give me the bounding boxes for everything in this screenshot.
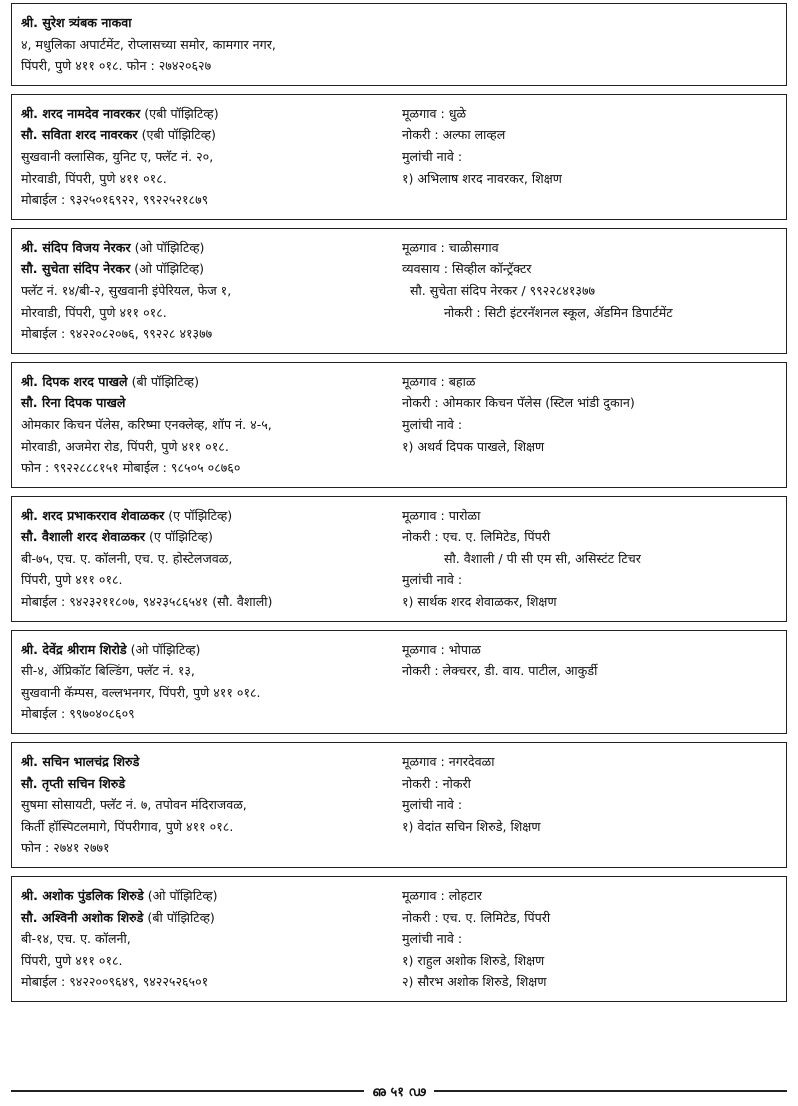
footer-rule-right — [434, 1090, 787, 1092]
detail-line: २) सौरभ अशोक शिरुडे, शिक्षण — [402, 974, 547, 990]
member-name: श्री. सचिन भालचंद्र शिरुडे — [21, 754, 140, 770]
contact-column — [21, 237, 402, 345]
detail-line: मुलांची नावे : — [402, 797, 463, 813]
member-name-line — [21, 371, 402, 393]
details-column — [402, 12, 778, 77]
address-line: सुखवानी क्लासिक, युनिट ए, फ्लॅट नं. २०, — [21, 148, 214, 164]
detail-line: मुलांची नावे : — [402, 416, 463, 432]
detail-line: नोकरी : अल्फा लाव्हल — [402, 127, 506, 143]
address-line: मोबाईल : ९४२३२११८०७, ९४२३५८६५४१ (सौ. वैशाली) — [21, 594, 273, 610]
address-line: बी-१४, एच. ए. कॉलनी, — [21, 931, 131, 947]
detail-line: १) सार्थक शरद शेवाळकर, शिक्षण — [402, 594, 557, 610]
details-column — [402, 751, 778, 859]
detail-line: मुलांची नावे : — [402, 572, 463, 588]
blood-group: (बी पॉझिटिव्ह) — [127, 373, 199, 389]
detail-line: १) वेदांत सचिन शिरुडे, शिक्षण — [402, 818, 541, 834]
address-line: ४, मधुलिका अपार्टमेंट, रोप्लासच्या समोर, कामगार नगर, — [21, 36, 276, 52]
member-entry — [11, 630, 787, 734]
detail-line: मुलांची नावे : — [402, 931, 463, 947]
member-name-line — [21, 12, 402, 34]
detail-line: नोकरी : नोकरी — [402, 775, 471, 791]
detail-line: मूळगाव : धुळे — [402, 105, 467, 121]
member-entry — [11, 876, 787, 1002]
member-entry — [11, 94, 787, 220]
detail-line: मूळगाव : पारोळा — [402, 507, 481, 523]
member-name-line — [21, 505, 402, 527]
page-number: ഌ ५१ ഢ — [372, 1085, 426, 1100]
detail-line: १) अभिलाष शरद नावरकर, शिक्षण — [402, 170, 562, 186]
blood-group: (ओ पॉझिटिव्ह) — [130, 239, 205, 255]
contact-column — [21, 12, 402, 77]
member-name: सौ. वैशाली शरद शेवाळकर — [21, 529, 145, 545]
details-column — [402, 885, 778, 993]
member-name: श्री. सुरेश त्र्यंबक नाकवा — [21, 15, 132, 30]
contact-column — [21, 885, 402, 993]
address-line: बी-७५, एच. ए. कॉलनी, एच. ए. होस्टेलजवळ, — [21, 550, 233, 566]
member-entry — [11, 228, 787, 354]
member-entry — [11, 3, 787, 86]
member-name-line — [21, 639, 402, 661]
contact-column — [21, 639, 402, 725]
details-column — [402, 639, 778, 725]
member-name-line — [21, 103, 402, 125]
detail-line: मूळगाव : चाळीसगाव — [402, 239, 499, 255]
member-name-line — [21, 773, 402, 795]
directory-page — [11, 3, 787, 1010]
blood-group: (ए पॉझिटिव्ह) — [164, 507, 233, 523]
detail-line: १) राहुल अशोक शिरुडे, शिक्षण — [402, 952, 545, 968]
member-name-line — [21, 124, 402, 146]
address-line: ओमकार किचन पॅलेस, करिष्मा एनक्लेव्ह, शॉप नं. ४-५, — [21, 416, 272, 432]
address-line: सी-४, ॲप्रिकॉट बिल्डिंग, फ्लॅट नं. १३, — [21, 663, 195, 679]
member-name: श्री. शरद नामदेव नावरकर — [21, 105, 141, 121]
address-line: मोरवाडी, पिंपरी, पुणे ४११ ०१८. — [21, 304, 167, 320]
address-line: फोन : २७४१ २७७१ — [21, 840, 110, 856]
member-name: श्री. संदिप विजय नेरकर — [21, 239, 131, 255]
address-line: पिंपरी, पुणे ४११ ०१८. — [21, 572, 123, 588]
address-line: किर्ती हॉस्पिटलमागे, पिंपरीगाव, पुणे ४११ ०१८. — [21, 818, 234, 834]
member-name: श्री. शरद प्रभाकरराव शेवाळकर — [21, 507, 165, 523]
address-line: मोबाईल : ९३२५०१६९२२, ९९२२५२१८७९ — [21, 192, 209, 208]
address-line: मोरवाडी, अजमेरा रोड, पिंपरी, पुणे ४११ ०१८. — [21, 438, 229, 454]
member-name-line — [21, 392, 402, 414]
member-name-line — [21, 907, 402, 929]
contact-column — [21, 751, 402, 859]
member-name-line — [21, 237, 402, 259]
contact-column — [21, 505, 402, 613]
detail-line: मूळगाव : बहाळ — [402, 373, 476, 389]
contact-column — [21, 103, 402, 211]
detail-line: नोकरी : लेक्चरर, डी. वाय. पाटील, आकुर्डी — [402, 663, 598, 679]
blood-group: (एबी पॉझिटिव्ह) — [140, 105, 219, 121]
member-name-line — [21, 258, 402, 280]
detail-line: व्यवसाय : सिव्हील कॉन्ट्रॅक्टर — [402, 261, 532, 277]
footer-rule-left — [11, 1090, 364, 1092]
detail-line: मूळगाव : भोपाळ — [402, 641, 481, 657]
address-line: मोबाईल : ९४२२००९६४९, ९४२२५२६५०१ — [21, 974, 209, 990]
contact-column — [21, 371, 402, 479]
address-line: पिंपरी, पुणे ४११ ०१८. फोन : २७४२०६२७ — [21, 58, 212, 74]
address-line: सुषमा सोसायटी, फ्लॅट नं. ७, तपोवन मंदिराजवळ, — [21, 797, 247, 813]
blood-group: (ओ पॉझिटिव्ह) — [143, 888, 218, 903]
member-name: सौ. सुचेता संदिप नेरकर — [21, 261, 131, 277]
page-footer — [11, 1081, 787, 1101]
member-name-line — [21, 885, 402, 907]
member-entry — [11, 496, 787, 622]
detail-line: नोकरी : ओमकार किचन पॅलेस (स्टिल भांडी दुकान) — [402, 395, 635, 411]
address-line: पिंपरी, पुणे ४११ ०१८. — [21, 952, 123, 968]
member-name: श्री. दिपक शरद पाखले — [21, 373, 128, 389]
detail-line: १) अथर्व दिपक पाखले, शिक्षण — [402, 438, 545, 454]
blood-group: (ए पॉझिटिव्ह) — [144, 529, 213, 545]
detail-line: नोकरी : एच. ए. लिमिटेड, पिंपरी — [402, 529, 551, 545]
address-line: फ्लॅट नं. १४/बी-२, सुखवानी इंपेरियल, फेज १, — [21, 282, 232, 298]
address-line: मोरवाडी, पिंपरी, पुणे ४११ ०१८. — [21, 170, 167, 186]
member-name: श्री. देवेंद्र श्रीराम शिरोडे — [21, 641, 127, 657]
member-name-line — [21, 526, 402, 548]
member-name: श्री. अशोक पुंडलिक शिरुडे — [21, 888, 144, 903]
detail-line: मूळगाव : लोहटार — [402, 888, 482, 903]
details-column — [402, 237, 778, 345]
detail-line: सौ. सुचेता संदिप नेरकर / ९९२२८४१३७७ — [410, 282, 596, 298]
address-line: मोबाईल : ९४२२०८२०७६, ९९२२८ ४१३७७ — [21, 326, 213, 342]
detail-line: नोकरी : सिटी इंटरनॅशनल स्कूल, ॲडमिन डिपार्टमेंट — [444, 304, 673, 320]
address-line: फोन : ९९२२८८८१५१ मोबाईल : ९८५०५ ०८७६० — [21, 460, 241, 476]
details-column — [402, 371, 778, 479]
detail-line: सौ. वैशाली / पी सी एम सी, असिस्टंट टिचर — [444, 550, 641, 566]
detail-line: मूळगाव : नगरदेवळा — [402, 754, 495, 770]
detail-line: नोकरी : एच. ए. लिमिटेड, पिंपरी — [402, 909, 551, 925]
detail-line: मुलांची नावे : — [402, 148, 463, 164]
address-line: मोबाईल : ९९७०४०८६०९ — [21, 706, 135, 722]
member-name: सौ. अश्विनी अशोक शिरुडे — [21, 909, 144, 925]
details-column — [402, 103, 778, 211]
member-entry — [11, 362, 787, 488]
blood-group: (एबी पॉझिटिव्ह) — [137, 127, 216, 143]
member-name-line — [21, 751, 402, 773]
blood-group: (बी पॉझिटिव्ह) — [143, 909, 215, 925]
blood-group: (ओ पॉझिटिव्ह) — [130, 261, 205, 277]
member-name: सौ. रिना दिपक पाखले — [21, 395, 126, 411]
address-line: सुखवानी कॅम्पस, वल्लभनगर, पिंपरी, पुणे ४११ ०१८. — [21, 684, 261, 700]
details-column — [402, 505, 778, 613]
blood-group: (ओ पॉझिटिव्ह) — [126, 641, 201, 657]
member-name: सौ. तृप्ती सचिन शिरुडे — [21, 775, 126, 791]
member-name: सौ. सविता शरद नावरकर — [21, 127, 138, 143]
member-entry — [11, 742, 787, 868]
